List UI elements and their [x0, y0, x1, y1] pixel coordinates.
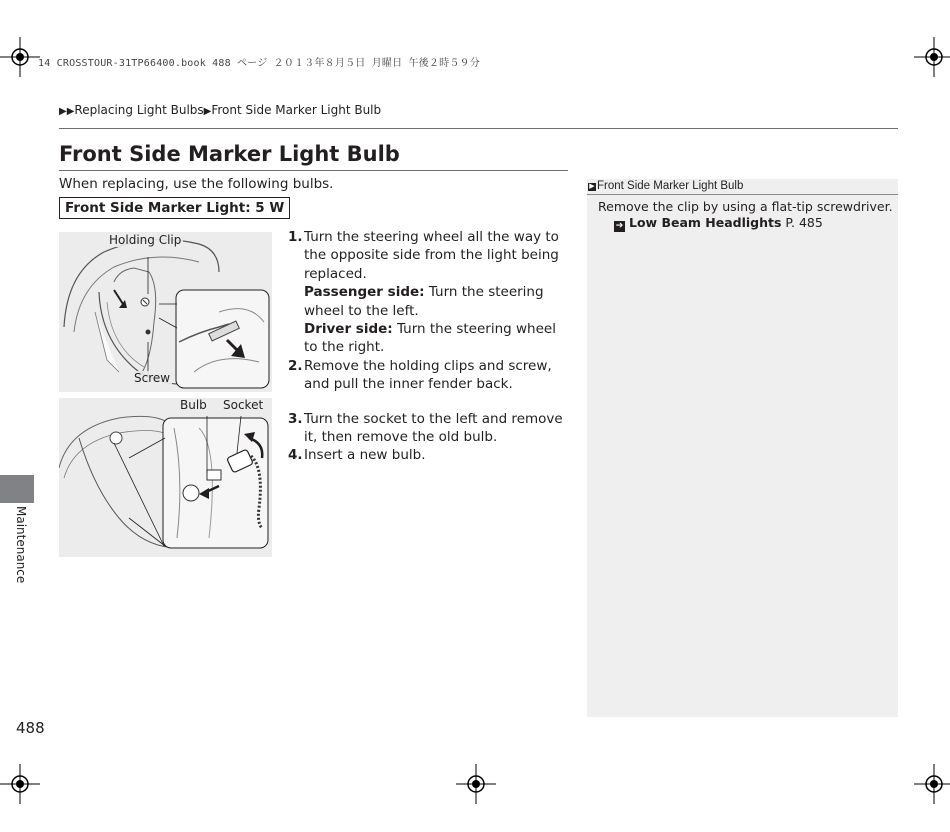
step-label: Driver side:: [304, 321, 393, 338]
sidebar-note: [587, 179, 898, 717]
step-4: [288, 446, 573, 464]
page-number: 488: [16, 719, 45, 737]
callout-holding-clip: Holding Clip: [109, 233, 182, 247]
registration-mark-bottom-center: [456, 764, 496, 804]
breadcrumb-arrow-icon: ▶▶: [59, 106, 75, 117]
registration-mark-top-right: [914, 37, 950, 77]
section-tab: [0, 475, 34, 503]
bulb-socket-drawing: [59, 398, 272, 557]
step-2: [288, 357, 573, 394]
callout-socket: Socket: [223, 398, 264, 412]
breadcrumb-current: Front Side Marker Light Bulb: [211, 103, 382, 117]
step-text: Turn the steering wheel all the way to the opposite side from the light being replaced.: [304, 229, 559, 282]
breadcrumb-separator-icon: ▶: [203, 106, 212, 117]
section-tab-label: Maintenance: [14, 506, 28, 584]
sidebar-heading-text: Front Side Marker Light Bulb: [597, 180, 744, 192]
illustration-fender-clip: [59, 232, 272, 392]
step-text: Turn the socket to the left and remove it, then remove the old bulb.: [304, 410, 563, 446]
callout-bulb: Bulb: [180, 398, 207, 412]
page-title: Front Side Marker Light Bulb: [59, 142, 400, 166]
breadcrumb: [59, 103, 381, 117]
illustration-bulb-socket: [59, 398, 272, 557]
steps-list: [288, 228, 573, 465]
fender-clip-drawing: [59, 232, 272, 392]
step-number: 2.: [288, 357, 303, 374]
reference-page: P. 485: [781, 215, 823, 230]
registration-mark-bottom-right: [914, 764, 950, 804]
bulb-spec-box: Front Side Marker Light: 5 W: [59, 197, 290, 219]
sidebar-heading: [587, 179, 898, 195]
step-text: Remove the holding clips and screw, and pull the inner fender back.: [304, 357, 552, 393]
step-number: 4.: [288, 447, 303, 464]
step-text: Turn the steering wheel to the right.: [304, 321, 556, 356]
intro-text: When replacing, use the following bulbs.: [59, 176, 334, 192]
callout-screw: Screw: [134, 371, 171, 385]
print-header: 14 CROSSTOUR-31TP66400.book 488 ページ ２０１３年８月５日 月曜日 午後２時５９分: [38, 58, 480, 69]
breadcrumb-parent-link[interactable]: Replacing Light Bulbs: [74, 103, 204, 117]
reference-arrow-icon: ➔: [615, 221, 624, 231]
step-1: [288, 228, 573, 283]
step-text: Insert a new bulb.: [304, 447, 426, 464]
registration-mark-top-left: [0, 37, 40, 77]
sidebar-body: [587, 195, 898, 232]
step-number: 1.: [288, 229, 303, 245]
step-1-passenger-side: [288, 283, 573, 320]
registration-mark-bottom-left: [0, 764, 40, 804]
note-marker-icon: ▶: [589, 183, 595, 190]
header-divider: [59, 128, 898, 129]
step-1-driver-side: [288, 320, 573, 357]
step-label: Passenger side:: [304, 284, 425, 301]
sidebar-note-text: Remove the clip by using a flat-tip screwdriver.: [598, 199, 893, 214]
reference-title[interactable]: Low Beam Headlights: [629, 215, 782, 230]
cross-reference-link[interactable]: [598, 215, 898, 232]
step-number: 3.: [288, 410, 303, 427]
step-3: [288, 410, 573, 447]
title-divider: [59, 170, 568, 171]
step-gap: [288, 394, 573, 410]
step-text: Turn the steering wheel to the left.: [304, 284, 544, 319]
